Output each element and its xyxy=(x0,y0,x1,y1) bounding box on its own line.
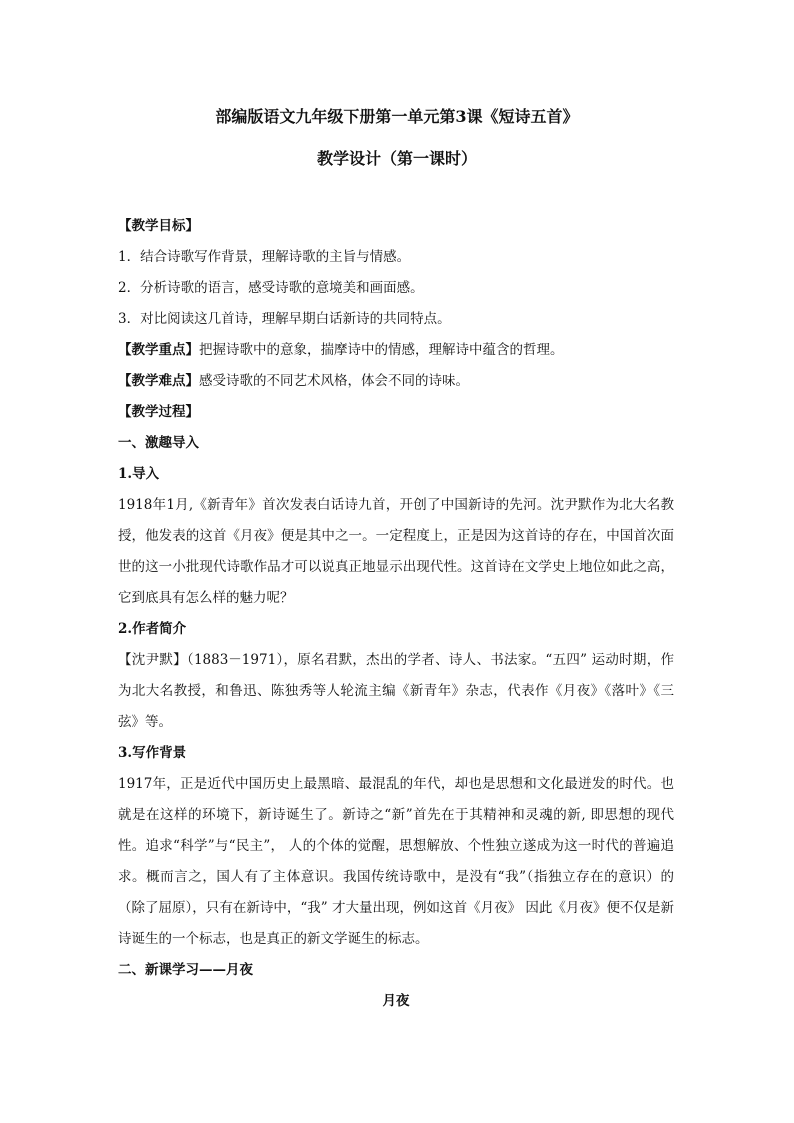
key-point-text: 把握诗歌中的意象，揣摩诗中的情感，理解诗中蕴含的哲理。 xyxy=(199,342,564,358)
subsection-title-author: 2.作者简介 xyxy=(118,621,187,637)
background-paragraph: 1917年，正是近代中国历史上最黑暗、最混乱的年代，却也是思想和文化最迸发的时代。也就是在这样的环境下，新诗诞生了。新诗之“新”首先在于其精神和灵魂的新, 即思想的现代性。追求“科学”与“民主”， 人的个体的觉醒，思想解放、个性独立遂成为这一时代的普遍追求。概而言之，国人有了主体意识。我国传统诗歌中，是没有“我”（指独立存在的意识）的（除了屈原），只有在新诗中，“我” 才大量出现，例如这首《月夜》 因此《月夜》便不仅是新诗诞生的一个标志，也是真正的新文学诞生的标志。 xyxy=(118,776,674,947)
difficulty-label: 【教学难点】 xyxy=(118,373,199,389)
poem-title: 月夜 xyxy=(382,993,410,1009)
section-title-intro: 一、激趣导入 xyxy=(118,435,199,451)
objective-item: 1．结合诗歌写作背景，理解诗歌的主旨与情感。 xyxy=(118,249,411,265)
difficulty-paragraph xyxy=(118,366,674,397)
subsection-title-background: 3.写作背景 xyxy=(118,745,187,761)
author-paragraph: 【沈尹默】（1883－1971），原名君默，杰出的学者、诗人、书法家。“五四” 运动时期，作为北大名教授，和鲁迅、陈独秀等人轮流主编《新青年》杂志，代表作《月夜》《落叶》《三弦》等。 xyxy=(118,652,674,730)
process-heading: 【教学过程】 xyxy=(118,404,199,420)
document-title: 部编版语文九年级下册第一单元第3课《短诗五首》 xyxy=(215,107,579,126)
intro-paragraph: 1918年1月,《新青年》首次发表白话诗九首，开创了中国新诗的先河。沈尹默作为北大名教授，他发表的这首《月夜》便是其中之一。一定程度上，正是因为这首诗的存在，中国首次面世的这一小批现代诗歌作品才可以说真正地显示出现代性。这首诗在文学史上地位如此之高，它到底具有怎么样的魅力呢？ xyxy=(118,497,674,606)
subsection-title-intro: 1.导入 xyxy=(118,466,160,482)
difficulty-text: 感受诗歌的不同艺术风格，体会不同的诗味。 xyxy=(199,373,469,389)
key-point-label: 【教学重点】 xyxy=(118,342,199,358)
objective-item: 2．分析诗歌的语言，感受诗歌的意境美和画面感。 xyxy=(118,280,424,296)
key-point-paragraph xyxy=(118,335,674,366)
document-subtitle: 教学设计（第一课时） xyxy=(316,149,477,168)
document-body xyxy=(118,211,674,1017)
objectives-heading: 【教学目标】 xyxy=(118,218,199,234)
objective-item: 3．对比阅读这几首诗，理解早期白话新诗的共同特点。 xyxy=(118,311,451,327)
section-title-new-lesson: 二、新课学习——月夜 xyxy=(118,962,253,978)
